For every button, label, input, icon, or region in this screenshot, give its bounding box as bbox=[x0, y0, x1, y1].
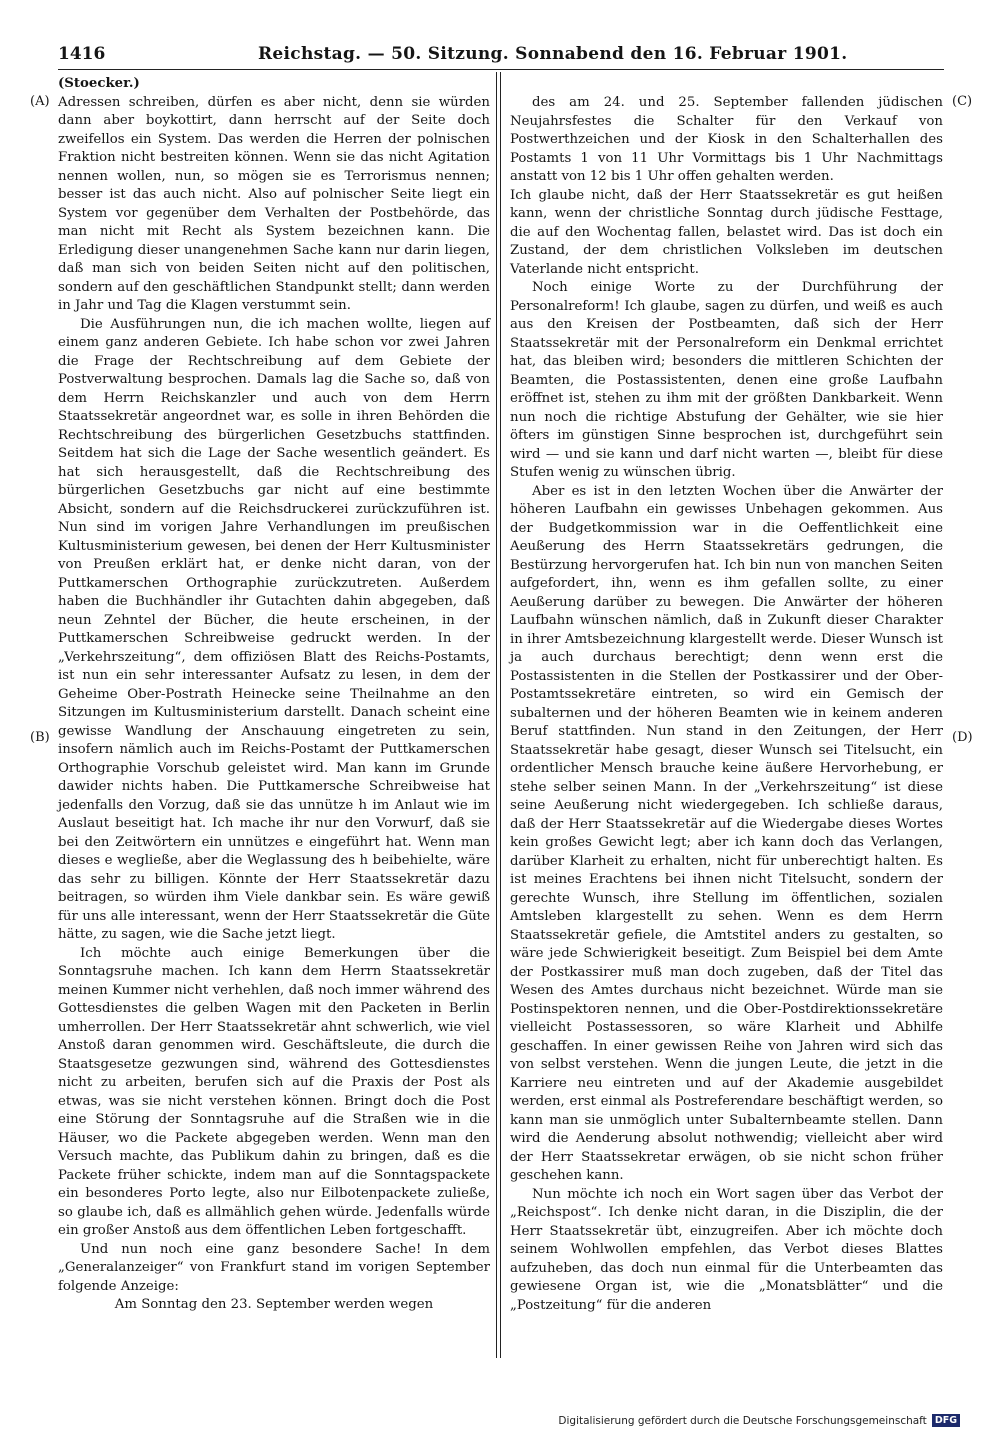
right-column bbox=[510, 94, 943, 1315]
margin-marker-c: (C) bbox=[952, 94, 973, 109]
page-header bbox=[58, 44, 944, 72]
digitization-credit bbox=[558, 1414, 960, 1427]
header-rule bbox=[58, 69, 944, 70]
credit-text: Digitalisierung gefördert durch die Deutsche Forschungsgemeinschaft bbox=[558, 1414, 927, 1427]
margin-marker-a: (A) bbox=[30, 94, 50, 109]
paragraph: Ich glaube nicht, daß der Herr Staatssekretär es gut heißen kann, wenn der christliche Sonntag durch jüdische Festtage, die auf den Wochentag fallen, belastet wird. Das ist doch ein Zustand, der dem christlichen Volksleben im deutschen Vaterlande nicht entspricht. bbox=[510, 187, 943, 277]
left-column bbox=[58, 75, 490, 1315]
paragraph: Noch einige Worte zu der Durchführung der Personalreform! Ich glaube, sagen zu dürfen, und weiß es auch aus den Kreisen der Postbeamten, daß sich der Herr Staatssekretär mit der Personalreform ein Denkmal errichtet hat, das bleiben wird; besonders die mittleren Schichten der Beamten, die Postassistenten, denen eine große Laufbahn eröffnet ist, stehen zu ihm mit der größten Dankbarkeit. Wenn nun noch die richtige Abstufung der Gehälter, wie sie hier öfters im günstigen Sinne besprochen ist, durchgeführt sein wird — und sie kann und darf nicht warten —, bleibt für diese Stufen wenig zu wünschen übrig. bbox=[510, 280, 943, 480]
dfg-logo: DFG bbox=[932, 1414, 960, 1427]
speaker-label: (Stoecker.) bbox=[58, 76, 140, 91]
quoted-announcement: des am 24. und 25. September fallenden jüdischen Neujahrsfestes die Schalter für den Verkauf von Postwerthzeichen und der Kiosk in den Schalterhallen des Postamts 1 von 11 Uhr Vormittags bis 1 Uhr Nachmittags anstatt von 12 bis 1 Uhr offen gehalten werden. bbox=[510, 95, 943, 184]
running-head: Reichstag. — 50. Sitzung. Sonnabend den 16. Februar 1901. bbox=[258, 44, 848, 64]
margin-marker-d: (D) bbox=[952, 730, 973, 745]
paragraph: Ich möchte auch einige Bemerkungen über die Sonntagsruhe machen. Ich kann dem Herrn Staatssekretär meinen Kummer nicht verhehlen, daß noch immer während des Gottesdienstes die gelben Wagen mit den Packeten in Berlin umherrollen. Der Herr Staatssekretär ahnt schwerlich, wie viel Anstoß daran genommen wird. Geschäftsleute, die durch die Staatsgesetze gezwungen sind, während des Gottesdienstes nicht zu arbeiten, berufen sich auf die Praxis der Post als etwas, was sie nicht verstehen können. Bringt doch die Post eine Störung der Sonntagsruhe auf die Straßen wie in die Häuser, wo die Packete abgegeben werden. Wenn man den Versuch machte, das Publikum dahin zu bringen, daß es die Packete früher schickte, indem man auf die Sonntagspackete ein besonderes Porto legte, also nur Eilbotenpackete zuließe, so glaube ich, daß es allmählich gehen würde. Jedenfalls würde ein großer Anstoß aus dem öffentlichen Leben fortgeschafft. bbox=[58, 945, 490, 1238]
paragraph: Aber es ist in den letzten Wochen über die Anwärter der höheren Laufbahn ein gewisses Unbehagen gekommen. Aus der Budgetkommission war in die Oeffentlichkeit eine Aeußerung des Herrn Staatssekretärs gedrungen, die Bestürzung hervorgerufen hat. Ich bin nun von manchen Seiten aufgefordert, ihn, wenn es ihm gefallen sollte, zu einer Aeußerung darüber zu bewegen. Die Anwärter der höheren Laufbahn wünschen nämlich, daß in Zukunft dieser Charakter in ihrer Amtsbezeichnung klargestellt werde. Dieser Wunsch ist ja auch durchaus berechtigt; denn wenn erst die Postassistenten in die Stellen der Postkassirer und der Ober-Postamtssekretäre eintreten, so wird ein Gemisch der subalternen und der höheren Beamten wie in keinem anderen Beruf stattfinden. Nun stand in den Zeitungen, der Herr Staatssekretär habe gesagt, dieser Wunsch sei Titelsucht, ein ordentlicher Mensch brauche keine äußere Hervorhebung, er stehe selber seinen Mann. In der „Verkehrszeitung“ ist diese seine Aeußerung nicht wiedergegeben. Ich schließe daraus, daß der Herr Staatssekretär auf die Wiedergabe dieses Wortes kein großes Gewicht legt; aber ich kann doch das Verlangen, darüber Klarheit zu erhalten, nicht für unberechtigt halten. Es ist meines Erachtens bei ihnen nicht Titelsucht, sondern der gerechte Wunsch, ihre Stellung im öffentlichen, sozialen Amtsleben klargestellt zu sehen. Wenn es dem Herrn Staatssekretär gefiele, die Amtstitel anders zu gestalten, so wäre jede Schwierigkeit beseitigt. Zum Beispiel bei dem Amte der Postkassirer muß man doch zugeben, daß der Titel das Wesen des Amtes durchaus nicht bezeichnet. Würde man sie Postinspektoren nennen, und die Ober-Postdirektionssekretäre vielleicht Postassessoren, so wäre Klarheit und Abhilfe geschaffen. In einer gewissen Reihe von Jahren wird sich das von selbst verstehen. Wenn die jungen Leute, die jetzt in die Karriere neu eintreten und auf der Akademie ausgebildet werden, erst einmal als Postreferendare beschäftigt werden, so kann man sie unmöglich unter Subalternbeamte stellen. Dann wird die Aenderung absolut nothwendig; vielleicht aber wird der Herr Staatssekretar erwägen, ob sie nicht schon früher geschehen kann. bbox=[510, 483, 943, 1183]
paragraph: Die Ausführungen nun, die ich machen wollte, liegen auf einem ganz anderen Gebiete. Ich habe schon vor zwei Jahren die Frage der Rechtschreibung auf dem Gebiete der Postverwaltung besprochen. Damals lag die Sache so, daß von dem Herrn Reichskanzler und auch von dem Herrn Staatssekretär angeordnet war, es solle in ihren Behörden die Rechtschreibung des bürgerlichen Gesetzbuchs stattfinden. Seitdem hat sich die Lage der Sache wesentlich geändert. Es hat sich herausgestellt, daß die Rechtschreibung des bürgerlichen Gesetzbuchs gar nicht auf eine bestimmte Absicht, sondern auf die Reichsdruckerei zurückzuführen ist. Nun sind im vorigen Jahre Verhandlungen im preußischen Kultusministerium gewesen, bei denen der Herr Kultusminister von Preußen erklärt hat, er denke nicht daran, von der Puttkamerschen Orthographie zurückzutreten. Außerdem haben die Buchhändler ihr Gutachten dahin abgegeben, daß neun Zehntel der Bücher, die heute erscheinen, in der Puttkamerschen Schreibweise gedruckt werden. In der „Verkehrszeitung“, dem offiziösen Blatt des Reichs-Postamts, ist nun ein sehr interessanter Aufsatz zu lesen, in dem der Geheime Ober-Postrath Heinecke seine Theilnahme an den Sitzungen im Kultusministerium darstellt. Danach scheint eine gewisse Wandlung der Anschauung eingetreten zu sein, insofern nämlich auch im Reichs-Postamt der Puttkamerschen Orthographie Vorschub geleistet wird. Man kann im Grunde dawider nichts haben. Die Puttkamersche Schreibweise hat jedenfalls den Vorzug, daß sie das unnütze h im Anlaut wie im Auslaut beseitigt hat. Ich mache ihr nur den Vorwurf, daß sie bei den Zeitwörtern ein unnützes e eingeführt hat. Wenn man dieses e wegließe, aber die Weglassung des h beibehielte, wäre das sehr zu billigen. Könnte der Herr Staatssekretär dazu beitragen, so würden ihm Viele dankbar sein. Es wäre gewiß für uns alle interessant, wenn der Herr Staatssekretär die Güte hätte, zu sagen, wie die Sache jetzt liegt. bbox=[58, 316, 490, 942]
paragraph: Nun möchte ich noch ein Wort sagen über das Verbot der „Reichspost“. Ich denke nicht daran, in die Disziplin, die der Herr Staatssekretär übt, einzugreifen. Aber ich möchte doch seinem Wohlwollen empfehlen, das Verbot dieses Blattes aufzuheben, das doch nun einmal für die Unterbeamten das gewiesene Organ ist, wie die „Monatsblätter“ und die „Postzeitung“ für die anderen bbox=[510, 1186, 943, 1313]
quoted-announcement: Am Sonntag den 23. September werden wegen bbox=[114, 1297, 434, 1312]
column-divider-second bbox=[500, 72, 501, 1358]
page-number: 1416 bbox=[58, 44, 106, 64]
margin-marker-b: (B) bbox=[30, 730, 50, 745]
paragraph: Und nun noch eine ganz besondere Sache! In dem „Generalanzeiger“ von Frankfurt stand im vorigen September folgende Anzeige: bbox=[58, 1241, 490, 1294]
column-divider bbox=[496, 72, 497, 1358]
paragraph: Adressen schreiben, dürfen es aber nicht, denn sie würden dann aber boykottirt, dann herrscht auf der Seite doch zweifellos ein System. Das werden die Herren der polnischen Fraktion nicht bestreiten können. Wenn sie das nicht Agitation nennen wollen, nun, so mögen sie es Terrorismus nennen; besser ist das auch nicht. Also auf polnischer Seite liegt ein System vor gegenüber dem Verhalten der Postbehörde, das man nicht mit Recht als System bezeichnen kann. Die Erledigung dieser unangenehmen Sache kann nur darin liegen, daß man sich von beiden Seiten nicht auf den politischen, sondern auf den geschäftlichen Standpunkt stellt; dann werden in Jahr und Tag die Klagen verstummt sein. bbox=[58, 94, 490, 313]
